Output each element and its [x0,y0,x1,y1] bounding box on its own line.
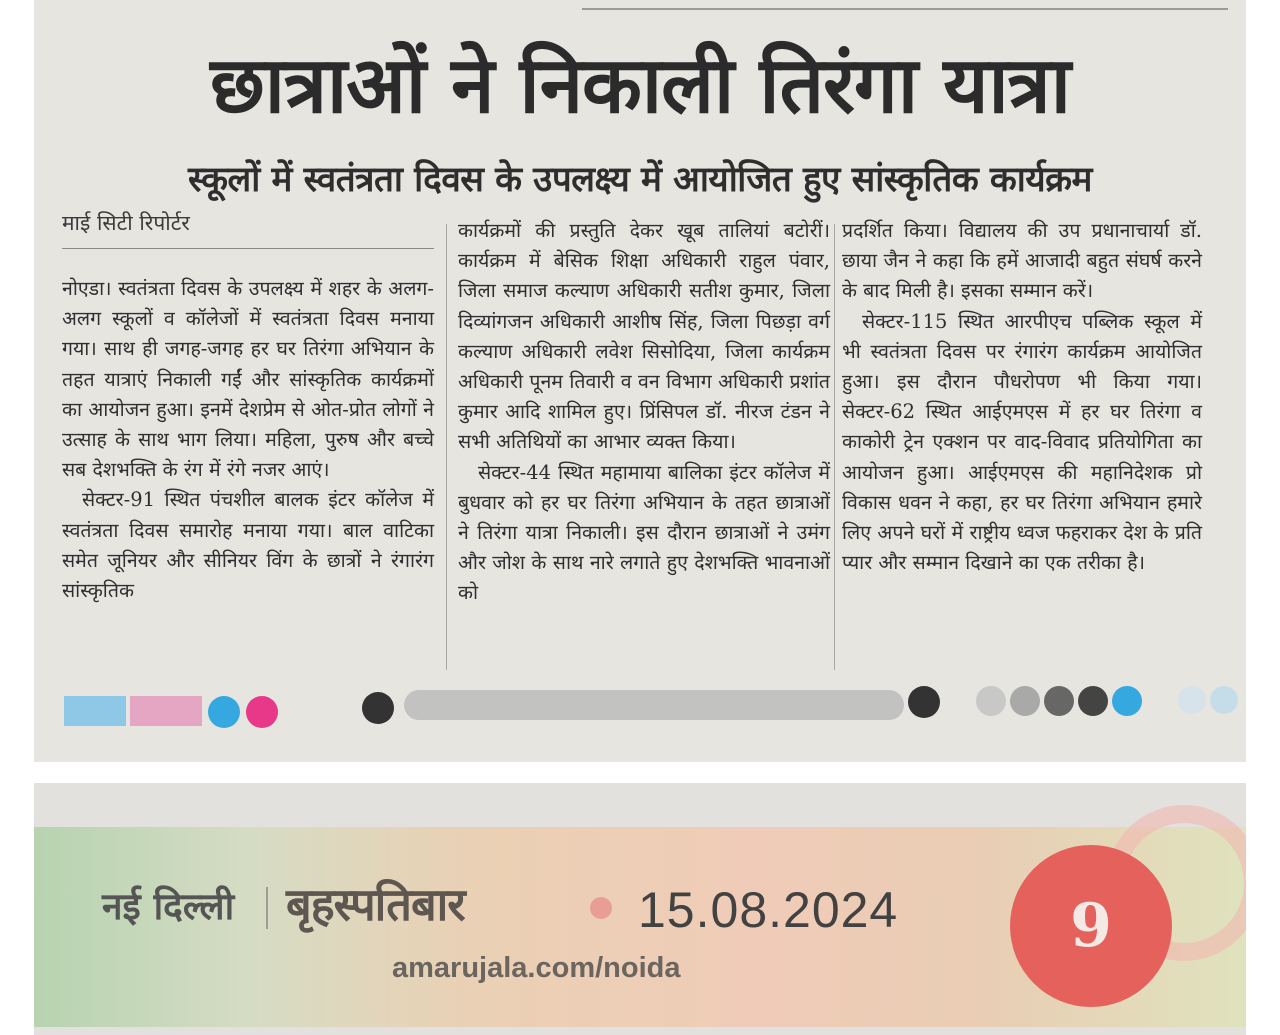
article-column-3 [842,216,1202,578]
headline: छात्राओं ने निकाली तिरंगा यात्रा [210,41,1070,131]
column-divider [446,224,447,670]
column-divider [834,224,835,670]
light-cyan-dot-icon [1210,686,1238,714]
subheadline: स्कूलों में स्वतंत्रता दिवस के उपलक्ष्य में आयोजित हुए सांस्कृतिक कार्यक्रम [188,160,1092,200]
gray-dot-icon [976,686,1006,716]
bullet-dot-icon [590,897,612,919]
folio-clipping [34,783,1246,1035]
black-dot-icon [908,686,940,718]
gray-registration-bar [404,690,904,720]
paragraph: प्रदर्शित किया। विद्यालय की उप प्रधानाचार्या डॉ. छाया जैन ने कहा कि हमें आजादी बहुत संघर्ष करने के बाद मिली है। इसका सम्मान करें। [842,219,1202,303]
gray-dot-icon [1078,686,1108,716]
cyan-dot-icon [1112,686,1142,716]
paragraph: नोएडा। स्वतंत्रता दिवस के उपलक्ष्य में शहर के अलग-अलग स्कूलों व कॉलेजों में स्वतंत्रता दिवस मनाया गया। साथ ही जगह-जगह हर घर तिरंगा अभियान के तहत यात्राएं निकाली गईं और सांस्कृतिक कार्यक्रमों का आयोजन हुआ। इनमें देशप्रेम से ओत-प्रोत लोगों ने उत्साह के साथ भाग लिया। महिला, पुरुष और बच्चे सब देशभक्ति के रंग में रंगे नजर आएं। [62,277,434,482]
website-url: amarujala.com/noida [392,952,681,984]
edition-city: नई दिल्ली [102,885,235,928]
article-column-2 [458,216,830,609]
paragraph: सेक्टर-115 स्थित आरपीएच पब्लिक स्कूल में भी स्वतंत्रता दिवस पर रंगारंग कार्यक्रम आयोजित हुआ। इस दौरान पौधरोपण भी किया गया। सेक्टर-62 स्थित आईएमएस में हर घर तिरंगा व काकोरी ट्रेन एक्शन पर वाद-विवाद प्रतियोगिता का आयोजन हुआ। आईएमएस की महानिदेशक प्रो विकास धवन ने कहा, हर घर तिरंगा अभियान हमारे लिए अपने घरों में राष्ट्रीय ध्वज फहराकर देश के प्रति प्यार और सम्मान दिखाने का एक तरीका है। [842,309,1202,575]
edition-day: बृहस्पतिबार [286,878,465,931]
byline: माई सिटी रिपोर्टर [62,211,190,235]
article-column-1 [62,274,434,606]
gray-dot-icon [1010,686,1040,716]
magenta-color-swatch [130,696,202,726]
cyan-dot-icon [208,696,240,728]
byline-rule [62,248,434,249]
top-rule [582,8,1228,10]
magenta-dot-icon [246,696,278,728]
paragraph: कार्यक्रमों की प्रस्तुति देकर खूब तालियां बटोरीं। कार्यक्रम में बेसिक शिक्षा अधिकारी राहुल पंवार, जिला समाज कल्याण अधिकारी सतीश कुमार, जिला दिव्यांगजन अधिकारी आशीष सिंह, जिला पिछड़ा वर्ग कल्याण अधिकारी लवेश सिसोदिया, जिला कार्यक्रम अधिकारी पूनम तिवारी व वन विभाग अधिकारी प्रशांत कुमार आदि शामिल हुए। प्रिंसिपल डॉ. नीरज टंडन ने सभी अतिथियों का आभार व्यक्त किया। [458,219,830,454]
edition-date: 15.08.2024 [638,882,899,938]
light-cyan-dot-icon [1178,686,1206,714]
paragraph: सेक्टर-44 स्थित महामाया बालिका इंटर कॉलेज में बुधवार को हर घर तिरंगा अभियान के तहत छात्राओं ने तिरंगा यात्रा निकाली। इस दौरान छात्राओं ने उमंग और जोश के साथ नारे लगाते हुए देशभक्ति भावनाओं को [458,460,830,605]
page-number-badge: 9 [1010,845,1172,1007]
paragraph: सेक्टर-91 स्थित पंचशील बालक इंटर कॉलेज में स्वतंत्रता दिवस समारोह मनाया गया। बाल वाटिका समेत जूनियर और सीनियर विंग के छात्रों ने रंगारंग सांस्कृतिक [62,488,434,603]
printer-registration-marks [34,684,1246,734]
black-dot-icon [362,692,394,724]
gray-dot-icon [1044,686,1074,716]
folio-divider [266,887,268,929]
cyan-color-swatch [64,696,126,726]
article-clipping [34,0,1246,762]
